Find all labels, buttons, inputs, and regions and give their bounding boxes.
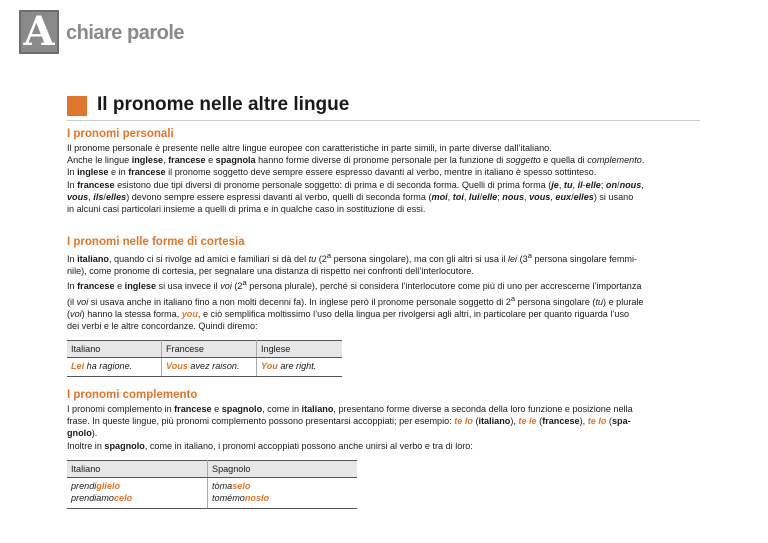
table-cell: prendiglielo prendiamocelo [67,477,208,508]
section-heading: I pronomi nelle forme di cortesia [67,236,245,248]
section-heading: I pronomi personali [67,128,174,140]
table-header: Italiano [67,460,208,477]
table-cell: Lei ha ragione. [67,358,162,377]
table-cell: You are right. [257,358,343,377]
object-pronoun-table [67,460,357,509]
section-personal-pronouns [67,128,701,215]
table-header: Francese [162,341,257,358]
table-row [67,477,357,508]
logo-text: chiare parole [66,22,185,44]
section-object-pronouns [67,389,701,509]
table-cell: tòmaselo tomémonoslo [208,477,358,508]
table-row [67,358,342,377]
table-header: Italiano [67,341,162,358]
paragraph: In italiano, quando ci si rivolge ad amici e familiari si dà del tu (2$^a$ persona singolare), ma con gli altri si usa il lei (3$^a$ persona singolare femmi- nile), come pronome di cortesia, per segnalare una distanza di rispetto nei confronti dell’interlocutore. In francese e inglese si usa invece il voi (2$^a$ persona plurale), perché si considera l’interlocutore come più di uno per accrescerne l’importanza (il voi si usava anche in italiano fino a non molti decenni fa). In inglese però il pronome personale soggetto di 2$^a$ persona singolare (tu) e plurale (voi) hanno la stessa forma, you, e ciò semplifica moltissimo l’uso della lingua per rivolgersi agli altri, in particolare per quanto riguarda l’uso dei verbi e le altre concordanze. Quindi diremo: [67,251,644,332]
title-marker-square [67,96,87,116]
paragraph: Il pronome personale è presente nelle altre lingue europee con caratteristiche in parte simili, in parte diverse dall’italiano. Anche le lingue inglese, francese e spagnola hanno forme diverse di pronome personale per la funzione di soggetto e quella di complemento. In inglese e in francese il pronome soggetto deve sempre essere espresso davanti al verbo, mentre in italiano è spesso sottinteso. In francese esistono due tipi diversi di pronome personale soggetto: di prima e di seconda forma. Quelli di prima forma (je, tu, il-elle; on/nous, vous, ils/elles) devono sempre essere espressi davanti al verbo, quelli di seconda forma (moi, toi, lui/elle; nous, vous, eux/elles) si usano in alcuni casi particolari insieme a quelli di prima e in qualche caso in sostituzione di essi. [67,143,645,215]
table-header: Spagnolo [208,460,358,477]
logo-letter-a: A [19,10,59,54]
table-cell: Vous avez raison. [162,358,257,377]
paragraph: I pronomi complemento in francese e spagnolo, come in italiano, presentano forme diverse a seconda della loro funzione e posizione nella frase. In queste lingue, più pronomi complemento possono presentarsi accoppiati; per esempio: te lo (italiano), te le (francese), te lo (spa- gnolo). Inoltre in spagnolo, come in italiano, i pronomi accoppiati possono anche unirsi al verbo e tra di loro: [67,404,633,451]
table-header: Inglese [257,341,343,358]
section-heading: I pronomi complemento [67,389,198,401]
section-courtesy-pronouns [67,236,701,377]
title-divider [67,120,700,121]
courtesy-table [67,340,342,377]
page-title: Il pronome nelle altre lingue [97,94,350,115]
